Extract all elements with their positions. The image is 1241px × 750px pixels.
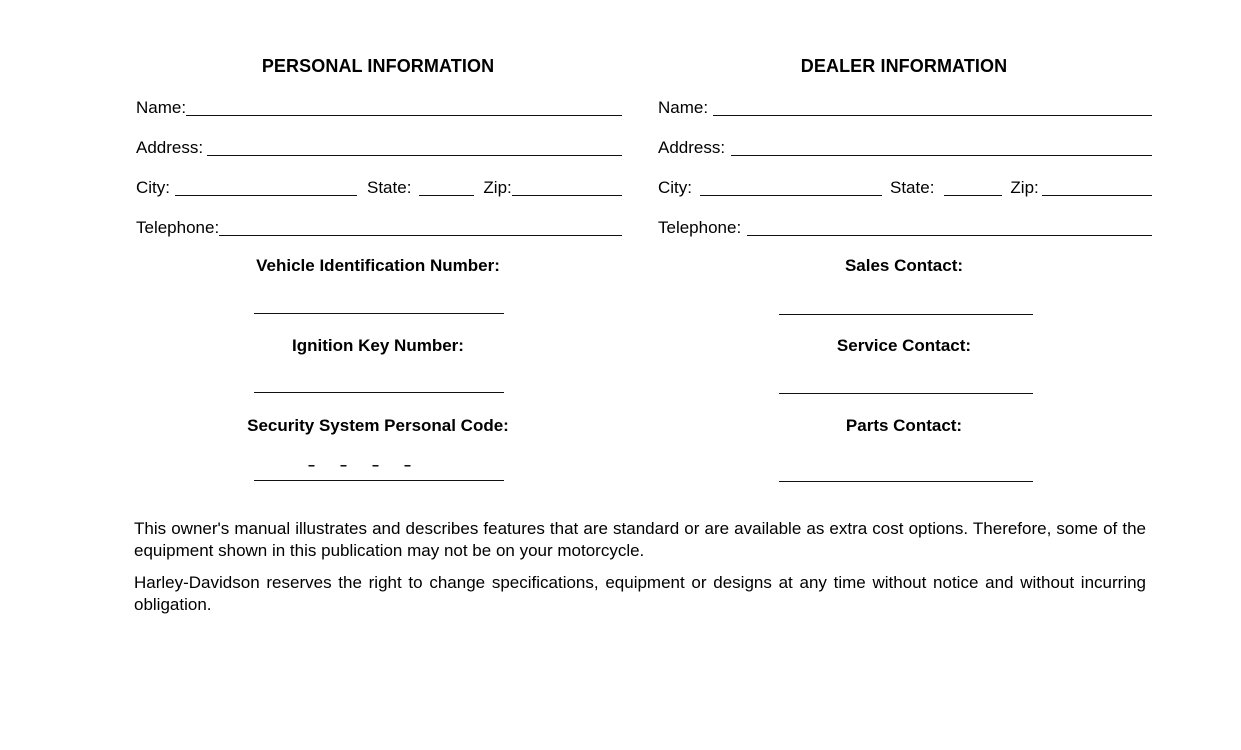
dealer-state-label: State: bbox=[890, 178, 935, 197]
dealer-telephone-row bbox=[658, 214, 1152, 238]
personal-telephone-field[interactable] bbox=[219, 235, 622, 236]
sales-contact-block bbox=[656, 256, 1152, 276]
personal-city-label: City: bbox=[136, 178, 170, 197]
ignition-key-label: Ignition Key Number: bbox=[292, 336, 464, 355]
security-code-dashes bbox=[308, 458, 410, 472]
dealer-city-state-zip-row bbox=[658, 174, 1152, 198]
equipment-disclaimer: This owner's manual illustrates and describes features that are standard or are available as extra cost options. Therefore, some of the equipment shown in this publication may not be on your motorcycle. bbox=[134, 519, 1146, 560]
personal-address-label: Address: bbox=[136, 138, 204, 157]
dealer-city-label: City: bbox=[658, 178, 692, 197]
personal-city-field[interactable] bbox=[175, 195, 357, 196]
rights-reserved-notice: Harley-Davidson reserves the right to change specifications, equipment or designs at any time without notice and without incurring obligation. bbox=[134, 573, 1146, 614]
personal-state-field[interactable] bbox=[419, 195, 474, 196]
ignition-key-block bbox=[134, 336, 622, 356]
personal-name-label: Name: bbox=[136, 98, 187, 117]
dealer-name-label: Name: bbox=[658, 98, 709, 117]
dealer-address-field[interactable] bbox=[731, 155, 1152, 156]
personal-address-row bbox=[136, 134, 622, 158]
service-contact-label: Service Contact: bbox=[836, 336, 972, 355]
dealer-state-field[interactable] bbox=[944, 195, 1002, 196]
service-contact-field[interactable] bbox=[779, 393, 1033, 394]
vin-label: Vehicle Identification Number: bbox=[256, 256, 500, 275]
personal-telephone-label: Telephone: bbox=[136, 218, 220, 237]
dealer-information-heading: DEALER INFORMATION bbox=[800, 56, 1008, 76]
security-code-dash: -- bbox=[308, 458, 314, 472]
personal-zip-label: Zip: bbox=[483, 178, 512, 197]
personal-state-label: State: bbox=[367, 178, 412, 197]
security-code-dash: -- bbox=[372, 458, 378, 472]
security-code-dash: -- bbox=[404, 458, 410, 472]
dealer-telephone-label: Telephone: bbox=[658, 218, 742, 237]
security-code-label: Security System Personal Code: bbox=[247, 416, 509, 435]
dealer-address-row bbox=[658, 134, 1152, 158]
personal-city-state-zip-row bbox=[136, 174, 622, 198]
personal-name-row bbox=[136, 94, 622, 118]
vin-field[interactable] bbox=[254, 313, 504, 314]
ignition-key-field[interactable] bbox=[254, 392, 504, 393]
personal-information-heading: PERSONAL INFORMATION bbox=[261, 56, 495, 76]
dealer-name-field[interactable] bbox=[713, 115, 1152, 116]
sales-contact-label: Sales Contact: bbox=[844, 256, 964, 275]
vin-block bbox=[134, 256, 622, 276]
dealer-zip-field[interactable] bbox=[1042, 195, 1152, 196]
personal-telephone-row bbox=[136, 214, 622, 238]
dealer-name-row bbox=[658, 94, 1152, 118]
dealer-zip-label: Zip: bbox=[1010, 178, 1039, 197]
personal-address-field[interactable] bbox=[207, 155, 622, 156]
personal-name-field[interactable] bbox=[186, 115, 622, 116]
security-code-block bbox=[134, 416, 622, 436]
sales-contact-field[interactable] bbox=[779, 314, 1033, 315]
parts-contact-label: Parts Contact: bbox=[845, 416, 963, 435]
parts-contact-block bbox=[656, 416, 1152, 436]
dealer-telephone-field[interactable] bbox=[747, 235, 1152, 236]
service-contact-block bbox=[656, 336, 1152, 356]
parts-contact-field[interactable] bbox=[779, 481, 1033, 482]
dealer-address-label: Address: bbox=[658, 138, 726, 157]
security-code-field[interactable] bbox=[254, 480, 504, 481]
security-code-dash: -- bbox=[340, 458, 346, 472]
personal-zip-field[interactable] bbox=[512, 195, 622, 196]
dealer-city-field[interactable] bbox=[700, 195, 882, 196]
